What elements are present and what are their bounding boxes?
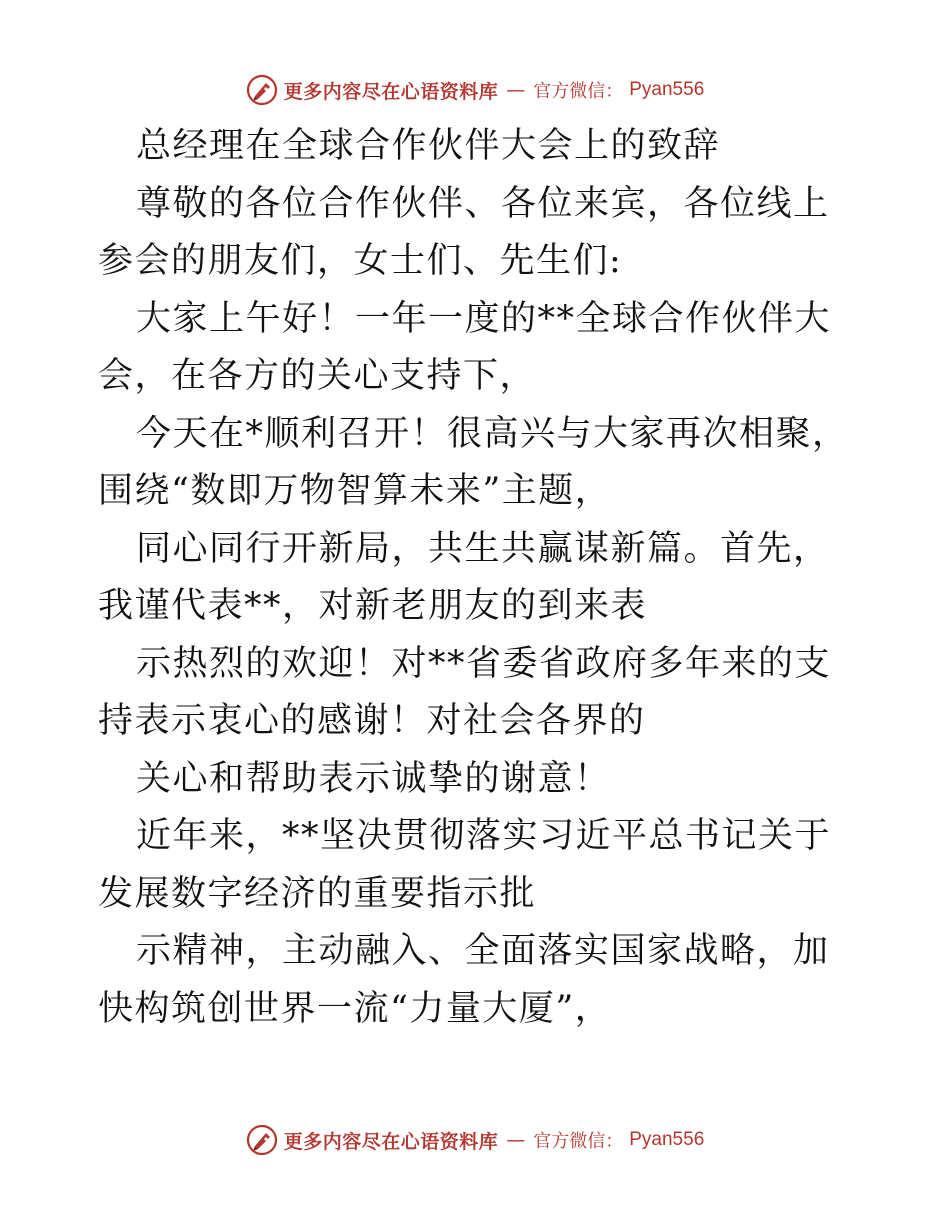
footer-slogan: 更多内容尽在心语资料库	[283, 1130, 499, 1153]
paragraph: 示热烈的欢迎！对**省委省政府多年来的支持表示衷心的感谢！对社会各界的	[98, 643, 832, 741]
footer-separator: —	[506, 1129, 526, 1151]
header-banner	[0, 72, 950, 108]
footer-banner	[0, 1122, 950, 1158]
paragraph: 近年来，**坚决贯彻落实习近平总书记关于发展数字经济的重要指示批	[98, 816, 832, 914]
footer-wechat-id: Pyan556	[629, 1129, 705, 1150]
footer-wechat-label: 官方微信：	[533, 1131, 624, 1152]
pen-nib-logo-icon	[246, 1124, 278, 1156]
banner-wechat-id: Pyan556	[629, 79, 705, 100]
paragraph: 尊敬的各位合作伙伴、各位来宾，各位线上参会的朋友们，女士们、先生们:	[98, 183, 830, 281]
banner-slogan: 更多内容尽在心语资料库	[283, 80, 499, 103]
pen-nib-logo-icon	[246, 74, 278, 106]
banner-wechat-label: 官方微信：	[533, 81, 624, 102]
banner-separator: —	[506, 79, 526, 101]
footer-banner-inner	[246, 1124, 705, 1156]
document-body	[98, 118, 858, 1038]
paragraph: 今天在*顺利召开！很高兴与大家再次相聚，围绕“数即万物智算未来”主题，	[98, 413, 849, 511]
paragraph: 示精神，主动融入、全面落实国家战略，加快构筑创世界一流“力量大厦”，	[98, 931, 830, 1029]
paragraph: 大家上午好！一年一度的**全球合作伙伴大会，在各方的关心支持下，	[98, 298, 832, 396]
paragraph: 同心同行开新局，共生共赢谋新篇。首先，我谨代表**，对新老朋友的到来表	[98, 528, 830, 626]
paragraph: 关心和帮助表示诚挚的谢意！	[136, 758, 611, 799]
header-banner-inner	[246, 74, 705, 106]
document-title: 总经理在全球合作伙伴大会上的致辞	[136, 126, 721, 166]
